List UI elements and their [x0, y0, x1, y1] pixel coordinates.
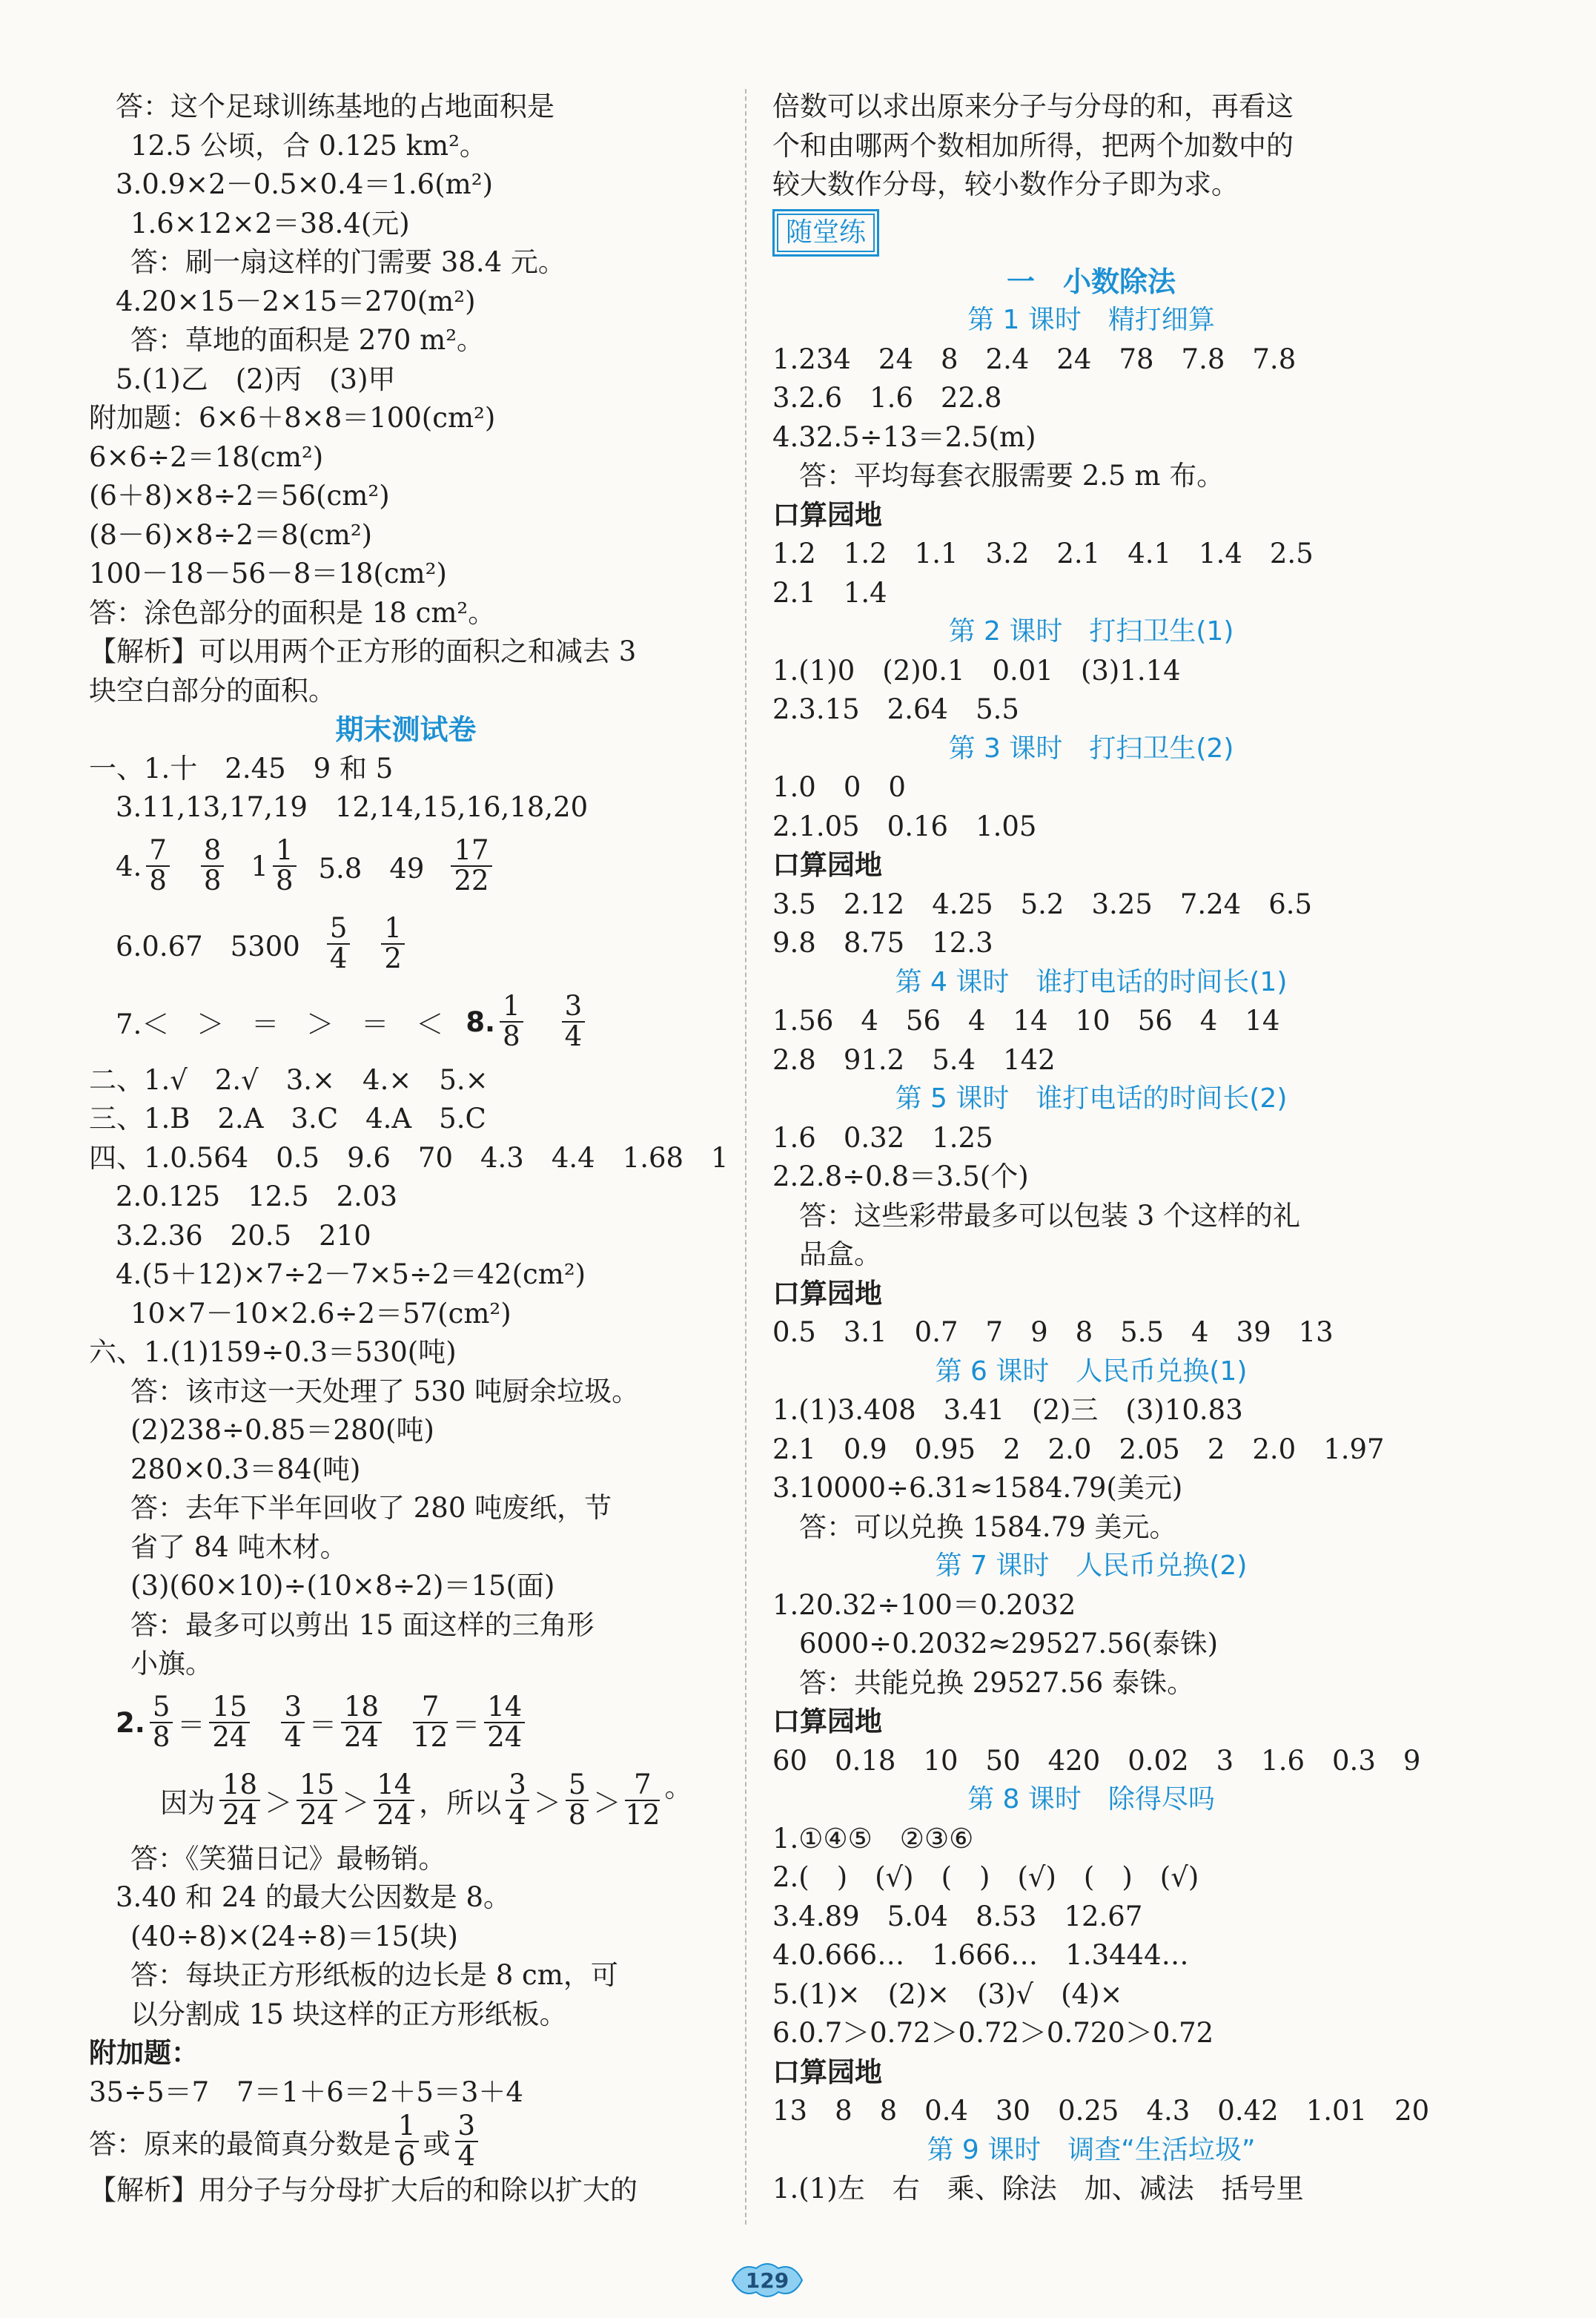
exam-line: 二、1.√ 2.√ 3.× 4.× 5.× — [89, 1063, 489, 1096]
answer-line: 1.20.32÷100＝0.2032 — [772, 1588, 1076, 1621]
oral-calc-heading: 口算园地 — [772, 1706, 882, 1737]
exam-text: 6.0.67 5300 — [116, 931, 300, 962]
answer-line: 1.①④⑤ ②③⑥ — [772, 1822, 974, 1855]
exam-text: 5.8 49 — [318, 853, 425, 885]
fraction: 1 2 — [381, 914, 405, 974]
extra-question-heading: 附加题： — [89, 2037, 199, 2069]
fraction: 3 4 — [506, 1771, 529, 1830]
extra-question-line: 附加题：6×6＋8×8＝100(cm²) — [89, 402, 496, 434]
answer-line: 2.( ) (√) ( ) (√) ( ) (√) — [772, 1861, 1199, 1893]
answer-line: 5.(1)× (2)× (3)√ (4)× — [772, 1978, 1123, 2010]
fraction: 14 24 — [484, 1693, 525, 1752]
exam-line: 答：每块正方形纸板的边长是 8 cm，可 — [130, 1959, 618, 1991]
answer-line: 答：草地的面积是 270 m²。 — [130, 324, 485, 356]
fraction: 3 4 — [455, 2112, 479, 2171]
lesson-title: 第 2 课时 打扫卫生(1) — [948, 616, 1234, 647]
exam-line: 3.40 和 24 的最大公因数是 8。 — [116, 1881, 511, 1913]
exam-line: 三、1.B 2.A 3.C 4.A 5.C — [89, 1103, 486, 1135]
answer-line: (6＋8)×8÷2＝56(cm²) — [89, 480, 390, 512]
fraction: 5 4 — [327, 914, 351, 974]
answer-line: 1.6×12×2＝38.4(元) — [130, 207, 410, 240]
page-number: 129 — [745, 2268, 789, 2293]
answer-line: 4.20×15－2×15＝270(m²) — [116, 285, 476, 317]
answer-line: 60 0.18 10 50 420 0.02 3 1.6 0.3 9 — [772, 1744, 1421, 1777]
answer-line: 1.6 0.32 1.25 — [772, 1121, 993, 1154]
practice-label-text: 随堂练 — [777, 214, 875, 252]
answer-line: 9.8 8.75 12.3 — [772, 927, 993, 959]
exam-line: 省了 84 吨木材。 — [130, 1531, 348, 1563]
exam-line: 答：《笑猫日记》最畅销。 — [130, 1842, 446, 1875]
analysis-line: 【解析】用分子与分母扩大后的和除以扩大的 — [89, 2174, 638, 2206]
answer-line: 答：平均每套衣服需要 2.5 m 布。 — [799, 460, 1225, 492]
lesson-title: 第 3 课时 打扫卫生(2) — [948, 733, 1234, 764]
answer-line: 1.(1)左 右 乘、除法 加、减法 括号里 — [772, 2173, 1304, 2205]
lesson-title: 第 9 课时 调查“生活垃圾” — [927, 2134, 1256, 2165]
whole-number: 1 — [251, 850, 268, 882]
fraction: 18 24 — [219, 1771, 260, 1830]
fraction: 7 12 — [625, 1769, 660, 1831]
answer-line: 2.2.8÷0.8＝3.5(个) — [772, 1160, 1029, 1192]
lesson-title: 第 5 课时 谁打电话的时间长(2) — [895, 1083, 1288, 1114]
answer-line: 3.4.89 5.04 8.53 12.67 — [772, 1900, 1143, 1932]
exam-fraction-line — [89, 2112, 723, 2171]
answer-line: 2.1 0.9 0.95 2 2.0 2.05 2 2.0 1.97 — [772, 1433, 1385, 1465]
final-exam-title: 期末测试卷 — [335, 713, 477, 746]
answer-line: 答：共能兑换 29527.56 泰铢。 — [799, 1666, 1195, 1699]
exam-text: 7.＜ ＞ ＝ ＞ ＝ ＜ — [116, 1008, 444, 1040]
answer-line: 1.(1)0 (2)0.1 0.01 (3)1.14 — [772, 654, 1181, 687]
exam-line: (2)238÷0.85＝280(吨) — [130, 1414, 434, 1446]
exam-line: 3.2.36 20.5 210 — [116, 1219, 371, 1252]
right-column — [772, 87, 1430, 2209]
exam-fraction-line: 因为 18 24 ＞ 15 24 ＞ 14 24 ，所以 3 4 ＞ 5 8 ＞ 7 12 。 — [160, 1769, 692, 1831]
exam-line: 10×7－10×2.6÷2＝57(cm²) — [130, 1297, 511, 1330]
exam-line: 答：去年下半年回收了 280 吨废纸，节 — [130, 1492, 612, 1524]
fraction: 3 4 — [281, 1693, 305, 1752]
fraction: 5 8 — [150, 1693, 173, 1752]
exam-line: 2.0.125 12.5 2.03 — [116, 1181, 397, 1212]
answer-line: 1.56 4 56 4 14 10 56 4 14 — [772, 1005, 1280, 1037]
column-divider — [745, 89, 746, 2225]
answer-line: 5.(1)乙 (2)丙 (3)甲 — [116, 363, 396, 395]
fraction: 1 6 — [395, 2112, 419, 2171]
exam-line: 六、1.(1)159÷0.3＝530(吨) — [89, 1336, 457, 1368]
answer-line: (8－6)×8÷2＝8(cm²) — [89, 518, 373, 551]
fraction: 1 8 — [273, 836, 297, 896]
exam-line: 以分割成 15 块这样的正方形纸板。 — [130, 1998, 567, 2030]
oral-calc-heading: 口算园地 — [772, 498, 882, 531]
exam-line: 小旗。 — [130, 1648, 213, 1680]
exam-line: 280×0.3＝84(吨) — [130, 1453, 361, 1485]
fraction: 7 12 — [413, 1691, 448, 1753]
answer-line: 6.0.7＞0.72＞0.72＞0.720＞0.72 — [772, 2017, 1214, 2049]
answer-line: 品盒。 — [799, 1238, 881, 1270]
answer-line: 2.1.05 0.16 1.05 — [772, 810, 1037, 842]
answer-line: 3.0.9×2－0.5×0.4＝1.6(m²) — [116, 168, 494, 200]
exam-line: 3.11,13,17,19 12,14,15,16,18,20 — [116, 791, 589, 823]
fraction: 14 24 — [374, 1771, 414, 1830]
answer-line: 6×6÷2＝18(cm²) — [89, 440, 324, 473]
answer-line: 答：这个足球训练基地的占地面积是 — [116, 90, 554, 122]
answer-line: 4.32.5÷13＝2.5(m) — [772, 420, 1036, 453]
exam-line: 答：该市这一天处理了 530 吨厨余垃圾。 — [130, 1375, 640, 1407]
exam-fraction-line — [89, 905, 723, 983]
practice-box-label — [772, 209, 879, 257]
analysis-line: 倍数可以求出原来分子与分母的和，再看这 — [772, 90, 1294, 122]
exam-line: 答：最多可以剪出 15 面这样的三角形 — [130, 1608, 595, 1641]
lesson-title: 第 8 课时 除得尽吗 — [967, 1784, 1215, 1815]
exam-line: 一、1.十 2.45 9 和 5 — [89, 752, 394, 785]
fraction: 15 24 — [297, 1771, 337, 1830]
exam-fraction-line — [89, 983, 723, 1061]
fraction: 18 24 — [341, 1693, 382, 1752]
answer-line: 3.10000÷6.31≈1584.79(美元) — [772, 1472, 1183, 1504]
item-number: 4. — [116, 850, 142, 882]
left-column — [89, 87, 729, 2210]
answer-line: 答：涂色部分的面积是 18 cm²。 — [89, 596, 496, 629]
lesson-title: 第 6 课时 人民币兑换(1) — [935, 1356, 1248, 1387]
fraction: 3 4 — [562, 992, 586, 1051]
exam-line: (40÷8)×(24÷8)＝15(块) — [130, 1920, 458, 1952]
analysis-line: 【解析】可以用两个正方形的面积之和减去 3 — [89, 635, 637, 667]
answer-line: 12.5 公顷，合 0.125 km²。 — [130, 129, 487, 162]
answer-line: 1.(1)3.408 3.41 (2)三 (3)10.83 — [772, 1394, 1243, 1426]
answer-line: 6000÷0.2032≈29527.56(泰铢) — [799, 1628, 1219, 1660]
answer-line: 1.2 1.2 1.1 3.2 2.1 4.1 1.4 2.5 — [772, 538, 1314, 569]
answer-line: 答：这些彩带最多可以包装 3 个这样的礼 — [799, 1199, 1301, 1232]
exam-text: 因为 — [160, 1787, 215, 1819]
exam-text: 或 — [423, 2128, 451, 2160]
exam-text: 答：原来的最简真分数是 — [89, 2128, 391, 2160]
item-number: 8. — [466, 1006, 496, 1038]
lesson-title: 第 7 课时 人民币兑换(2) — [935, 1551, 1248, 1581]
fraction: 17 22 — [451, 836, 491, 896]
fraction: 1 8 — [500, 992, 523, 1051]
answer-line: 1.0 0 0 — [772, 771, 906, 803]
oral-calc-heading: 口算园地 — [772, 1277, 882, 1310]
exam-line: (3)(60×10)÷(10×8÷2)＝15(面) — [130, 1570, 555, 1602]
answer-line: 100－18－56－8＝18(cm²) — [89, 558, 447, 590]
exam-fraction-line: 2. 5 8 ＝ 15 24 3 4 ＝ 18 24 7 12 ＝ 14 24 — [89, 1684, 723, 1762]
analysis-line: 个和由哪两个数相加所得，把两个加数中的 — [772, 129, 1294, 162]
oral-calc-heading: 口算园地 — [772, 849, 882, 881]
lesson-title: 第 1 课时 精打细算 — [967, 305, 1215, 335]
answer-line: 3.5 2.12 4.25 5.2 3.25 7.24 6.5 — [772, 888, 1313, 920]
fraction: 7 8 — [146, 836, 170, 896]
exam-text: ，所以 — [419, 1787, 502, 1819]
exam-line: 35÷5＝7 7＝1＋6＝2＋5＝3＋4 — [89, 2076, 523, 2108]
oral-calc-heading: 口算园地 — [772, 2056, 882, 2088]
answer-line: 13 8 8 0.4 30 0.25 4.3 0.42 1.01 20 — [772, 2095, 1430, 2127]
answer-line: 0.5 3.1 0.7 7 9 8 5.5 4 39 13 — [772, 1316, 1334, 1348]
unit-title: 一 小数除法 — [1006, 265, 1176, 298]
page-number-badge — [726, 2258, 808, 2302]
fraction: 8 8 — [201, 836, 225, 896]
exam-fraction-line — [89, 828, 723, 905]
analysis-line: 较大数作分母，较小数作分子即为求。 — [772, 168, 1239, 200]
exam-line: 4.(5＋12)×7÷2－7×5÷2＝42(cm²) — [116, 1258, 586, 1290]
lesson-title: 第 4 课时 谁打电话的时间长(1) — [895, 966, 1288, 997]
answer-line: 4.0.666… 1.666… 1.3444… — [772, 1939, 1189, 1971]
answer-line: 3.2.6 1.6 22.8 — [772, 382, 1002, 414]
answer-line: 答：刷一扇这样的门需要 38.4 元。 — [130, 246, 566, 278]
fraction: 15 24 — [209, 1693, 250, 1752]
answer-line: 2.1 1.4 — [772, 576, 887, 609]
analysis-line: 块空白部分的面积。 — [89, 674, 336, 707]
answer-line: 2.8 91.2 5.4 142 — [772, 1043, 1056, 1076]
exam-line: 四、1.0.564 0.5 9.6 70 4.3 4.4 1.68 1 — [89, 1141, 729, 1174]
item-number: 2. — [116, 1706, 145, 1739]
answer-line: 答：可以兑换 1584.79 美元。 — [799, 1510, 1177, 1543]
answer-line: 2.3.15 2.64 5.5 — [772, 693, 1019, 725]
fraction: 5 8 — [566, 1771, 589, 1830]
answer-line: 1.234 24 8 2.4 24 78 7.8 7.8 — [772, 343, 1297, 375]
